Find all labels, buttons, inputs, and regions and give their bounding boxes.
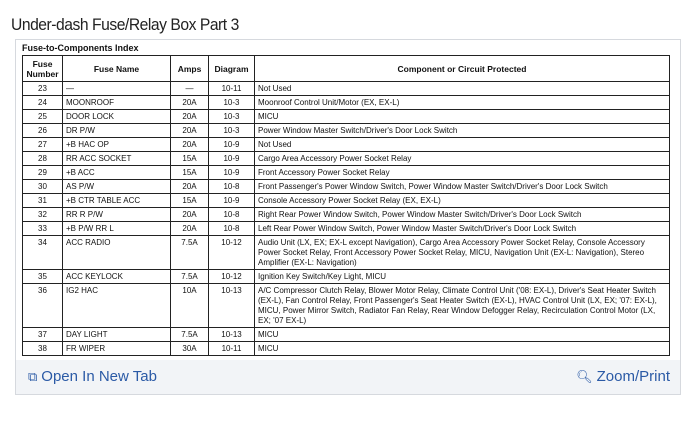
fuse-name-cell: RR ACC SOCKET <box>63 152 171 166</box>
fuse-name-cell: +B HAC OP <box>63 138 171 152</box>
component-cell: Front Accessory Power Socket Relay <box>255 166 670 180</box>
table-row <box>23 328 670 342</box>
zoom-label: Zoom/Print <box>596 368 670 385</box>
component-cell: Ignition Key Switch/Key Light, MICU <box>255 270 670 284</box>
diagram-cell: 10-13 <box>209 328 255 342</box>
fuse-number-cell: 31 <box>23 194 63 208</box>
fuse-name-cell: +B ACC <box>63 166 171 180</box>
component-cell: MICU <box>255 110 670 124</box>
table-row <box>23 96 670 110</box>
fuse-table <box>22 55 670 356</box>
table-row <box>23 222 670 236</box>
component-cell: Console Accessory Power Socket Relay (EX, EX-L) <box>255 194 670 208</box>
fuse-number-cell: 29 <box>23 166 63 180</box>
amps-cell: 20A <box>171 110 209 124</box>
diagram-cell: 10-11 <box>209 82 255 96</box>
diagram-cell: 10-9 <box>209 152 255 166</box>
diagram-cell: 10-3 <box>209 110 255 124</box>
fuse-document-image[interactable] <box>16 40 680 360</box>
fuse-number-cell: 30 <box>23 180 63 194</box>
col-diagram: Diagram <box>209 56 255 82</box>
component-cell: Front Passenger's Power Window Switch, Power Window Master Switch/Driver's Door Lock Switch <box>255 180 670 194</box>
fuse-name-cell: DAY LIGHT <box>63 328 171 342</box>
col-amps: Amps <box>171 56 209 82</box>
table-row <box>23 138 670 152</box>
zoom-print-link[interactable] <box>576 368 670 386</box>
component-cell: Not Used <box>255 138 670 152</box>
diagram-cell: 10-11 <box>209 342 255 356</box>
amps-cell: 20A <box>171 96 209 110</box>
table-row <box>23 342 670 356</box>
fuse-number-cell: 35 <box>23 270 63 284</box>
table-row <box>23 152 670 166</box>
fuse-name-cell: +B P/W RR L <box>63 222 171 236</box>
diagram-cell: 10-9 <box>209 166 255 180</box>
component-cell: MICU <box>255 328 670 342</box>
fuse-number-cell: 24 <box>23 96 63 110</box>
open-new-tab-icon: ⧉ <box>28 369 38 384</box>
fuse-number-cell: 38 <box>23 342 63 356</box>
footer-bar <box>16 360 680 394</box>
fuse-name-cell: ACC KEYLOCK <box>63 270 171 284</box>
diagram-cell: 10-3 <box>209 124 255 138</box>
fuse-name-cell: RR R P/W <box>63 208 171 222</box>
amps-cell: — <box>171 82 209 96</box>
table-row <box>23 124 670 138</box>
fuse-name-cell: MOONROOF <box>63 96 171 110</box>
amps-cell: 7.5A <box>171 328 209 342</box>
fuse-name-cell: — <box>63 82 171 96</box>
amps-cell: 20A <box>171 124 209 138</box>
fuse-name-cell: IG2 HAC <box>63 284 171 328</box>
table-row <box>23 194 670 208</box>
amps-cell: 20A <box>171 180 209 194</box>
page-title: Under-dash Fuse/Relay Box Part 3 <box>11 15 239 34</box>
component-cell: Moonroof Control Unit/Motor (EX, EX-L) <box>255 96 670 110</box>
table-row <box>23 208 670 222</box>
amps-cell: 30A <box>171 342 209 356</box>
table-header <box>23 56 670 82</box>
col-component: Component or Circuit Protected <box>255 56 670 82</box>
amps-cell: 20A <box>171 208 209 222</box>
diagram-cell: 10-12 <box>209 270 255 284</box>
fuse-number-cell: 34 <box>23 236 63 270</box>
amps-cell: 7.5A <box>171 270 209 284</box>
component-cell: Not Used <box>255 82 670 96</box>
open-in-new-tab-link[interactable] <box>28 368 157 386</box>
component-cell: Power Window Master Switch/Driver's Door Lock Switch <box>255 124 670 138</box>
fuse-name-cell: ACC RADIO <box>63 236 171 270</box>
diagram-cell: 10-9 <box>209 138 255 152</box>
open-label: Open In New Tab <box>41 368 157 385</box>
amps-cell: 10A <box>171 284 209 328</box>
fuse-number-cell: 26 <box>23 124 63 138</box>
diagram-frame <box>15 39 681 395</box>
diagram-cell: 10-12 <box>209 236 255 270</box>
table-row <box>23 82 670 96</box>
fuse-number-cell: 25 <box>23 110 63 124</box>
magnifier-icon: 🔍︎ <box>576 369 593 384</box>
fuse-number-cell: 23 <box>23 82 63 96</box>
table-row <box>23 180 670 194</box>
component-cell: Cargo Area Accessory Power Socket Relay <box>255 152 670 166</box>
table-row <box>23 270 670 284</box>
diagram-cell: 10-8 <box>209 222 255 236</box>
fuse-number-cell: 27 <box>23 138 63 152</box>
fuse-name-cell: DR P/W <box>63 124 171 138</box>
amps-cell: 15A <box>171 152 209 166</box>
fuse-number-cell: 36 <box>23 284 63 328</box>
index-title: Fuse-to-Components Index <box>22 43 139 53</box>
col-fuse-number: Fuse Number <box>23 56 63 82</box>
amps-cell: 7.5A <box>171 236 209 270</box>
table-row <box>23 110 670 124</box>
diagram-cell: 10-13 <box>209 284 255 328</box>
table-row <box>23 166 670 180</box>
amps-cell: 15A <box>171 194 209 208</box>
component-cell: Right Rear Power Window Switch, Power Window Master Switch/Driver's Door Lock Switch <box>255 208 670 222</box>
diagram-cell: 10-8 <box>209 180 255 194</box>
table-row <box>23 284 670 328</box>
amps-cell: 20A <box>171 138 209 152</box>
fuse-name-cell: DOOR LOCK <box>63 110 171 124</box>
diagram-cell: 10-3 <box>209 96 255 110</box>
fuse-number-cell: 33 <box>23 222 63 236</box>
amps-cell: 15A <box>171 166 209 180</box>
component-cell: Left Rear Power Window Switch, Power Window Master Switch/Driver's Door Lock Switch <box>255 222 670 236</box>
amps-cell: 20A <box>171 222 209 236</box>
component-cell: A/C Compressor Clutch Relay, Blower Motor Relay, Climate Control Unit ('08: EX-L), Driver's Seat Heater Switch (EX-L), Fan Control Relay, Front Passenger's Seat Heater Switch (EX-L), HVAC Control Unit (LX, EX; '07: EX-L), MICU, Power Mirror Switch, Radiator Fan Relay, Rear Window Defogger Relay, Recirculation Control Motor (LX, EX; '07 EX-L) <box>255 284 670 328</box>
fuse-number-cell: 37 <box>23 328 63 342</box>
fuse-name-cell: +B CTR TABLE ACC <box>63 194 171 208</box>
diagram-cell: 10-8 <box>209 208 255 222</box>
component-cell: Audio Unit (LX, EX; EX-L except Navigation), Cargo Area Accessory Power Socket Relay, Console Accessory Power Socket Relay, Front Accessory Power Socket Relay, MICU, Navigation Unit (EX-L: Navigation), Stereo Amplifier (EX-L: Navigation) <box>255 236 670 270</box>
fuse-number-cell: 28 <box>23 152 63 166</box>
diagram-cell: 10-9 <box>209 194 255 208</box>
component-cell: MICU <box>255 342 670 356</box>
table-row <box>23 236 670 270</box>
fuse-name-cell: FR WIPER <box>63 342 171 356</box>
fuse-name-cell: AS P/W <box>63 180 171 194</box>
fuse-number-cell: 32 <box>23 208 63 222</box>
col-fuse-name: Fuse Name <box>63 56 171 82</box>
